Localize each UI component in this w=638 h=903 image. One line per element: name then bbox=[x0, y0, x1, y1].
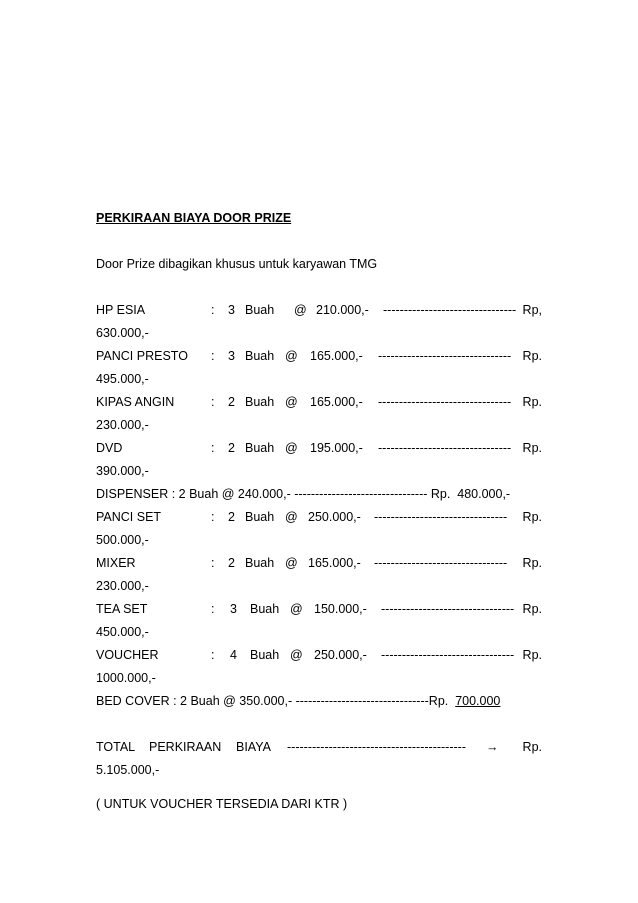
total-dash: ------------------------------------------- bbox=[287, 740, 466, 754]
item-price: 250.000,- bbox=[314, 648, 367, 662]
item-qty: 3 bbox=[230, 602, 237, 616]
item-total-panci-set: 500.000,- bbox=[96, 533, 149, 547]
item-row-kipas-angin bbox=[96, 395, 542, 409]
item-row-tea-set bbox=[96, 602, 542, 616]
doc-note: ( UNTUK VOUCHER TERSEDIA DARI KTR ) bbox=[96, 797, 348, 811]
item-at: @ bbox=[290, 602, 303, 616]
item-at: @ bbox=[285, 441, 298, 455]
item-unit: Buah bbox=[250, 602, 280, 616]
item-at: @ bbox=[294, 303, 307, 317]
item-currency: Rp. bbox=[522, 510, 542, 524]
doc-intro: Door Prize dibagikan khusus untuk karyawan TMG bbox=[96, 257, 378, 271]
item-total-mixer: 230.000,- bbox=[96, 579, 149, 593]
item-qty: 2 bbox=[228, 441, 235, 455]
item-line-dispenser: DISPENSER : 2 Buah @ 240.000,- -------------------------------- Rp. 480.000,- bbox=[96, 487, 511, 501]
item-colon: : bbox=[211, 510, 215, 524]
item-colon: : bbox=[211, 441, 215, 455]
item-name: MIXER bbox=[96, 556, 136, 570]
item-at: @ bbox=[285, 556, 298, 570]
total-arrow-icon: → bbox=[486, 740, 499, 754]
bed-cover-text: BED COVER : 2 Buah @ 350.000,- --------------------------------Rp. bbox=[96, 694, 456, 708]
item-unit: Buah bbox=[245, 395, 275, 409]
item-unit: Buah bbox=[245, 441, 275, 455]
item-unit: Buah bbox=[245, 510, 275, 524]
doc-title: PERKIRAAN BIAYA DOOR PRIZE bbox=[96, 211, 292, 225]
item-unit: Buah bbox=[250, 648, 280, 662]
item-dash: -------------------------------- bbox=[378, 349, 512, 363]
item-qty: 2 bbox=[228, 510, 235, 524]
item-line-bed-cover bbox=[96, 694, 500, 708]
item-dash: -------------------------------- bbox=[378, 395, 512, 409]
item-qty: 2 bbox=[228, 556, 235, 570]
item-currency: Rp, bbox=[522, 303, 542, 317]
item-qty: 2 bbox=[228, 395, 235, 409]
item-row-panci-set bbox=[96, 510, 542, 524]
item-total-hp-esia: 630.000,- bbox=[96, 326, 149, 340]
item-name: PANCI SET bbox=[96, 510, 162, 524]
item-name: KIPAS ANGIN bbox=[96, 395, 175, 409]
item-colon: : bbox=[211, 556, 215, 570]
item-price: 165.000,- bbox=[310, 395, 363, 409]
item-row-mixer bbox=[96, 556, 542, 570]
item-dash: -------------------------------- bbox=[374, 510, 508, 524]
item-total-tea-set: 450.000,- bbox=[96, 625, 149, 639]
item-dash: -------------------------------- bbox=[381, 648, 515, 662]
item-at: @ bbox=[285, 349, 298, 363]
total-label-2: PERKIRAAN bbox=[149, 740, 222, 754]
item-dash: -------------------------------- bbox=[374, 556, 508, 570]
total-currency: Rp. bbox=[522, 740, 542, 754]
item-total-kipas-angin: 230.000,- bbox=[96, 418, 149, 432]
item-at: @ bbox=[285, 510, 298, 524]
item-colon: : bbox=[211, 648, 215, 662]
item-dash: -------------------------------- bbox=[378, 441, 512, 455]
item-unit: Buah bbox=[245, 556, 275, 570]
item-price: 165.000,- bbox=[310, 349, 363, 363]
item-colon: : bbox=[211, 349, 215, 363]
item-currency: Rp. bbox=[522, 602, 542, 616]
item-colon: : bbox=[211, 395, 215, 409]
total-row bbox=[96, 740, 542, 754]
item-colon: : bbox=[211, 602, 215, 616]
item-row-hp-esia bbox=[96, 303, 542, 317]
item-qty: 3 bbox=[228, 303, 235, 317]
item-unit: Buah bbox=[245, 303, 275, 317]
item-name: HP ESIA bbox=[96, 303, 146, 317]
item-price: 165.000,- bbox=[308, 556, 361, 570]
bed-cover-total: 700.000 bbox=[455, 694, 501, 708]
item-total-voucher: 1000.000,- bbox=[96, 671, 156, 685]
item-row-dvd bbox=[96, 441, 542, 455]
total-label-1: TOTAL bbox=[96, 740, 136, 754]
item-unit: Buah bbox=[245, 349, 275, 363]
item-currency: Rp. bbox=[522, 395, 542, 409]
item-dash: -------------------------------- bbox=[383, 303, 517, 317]
item-at: @ bbox=[285, 395, 298, 409]
item-total-dvd: 390.000,- bbox=[96, 464, 149, 478]
item-price: 150.000,- bbox=[314, 602, 367, 616]
item-total-panci-presto: 495.000,- bbox=[96, 372, 149, 386]
item-colon: : bbox=[211, 303, 215, 317]
item-price: 195.000,- bbox=[310, 441, 363, 455]
item-currency: Rp. bbox=[522, 441, 542, 455]
item-name: DVD bbox=[96, 441, 123, 455]
item-currency: Rp. bbox=[522, 349, 542, 363]
item-row-panci-presto bbox=[96, 349, 542, 363]
total-label-3: BIAYA bbox=[236, 740, 271, 754]
item-currency: Rp. bbox=[522, 648, 542, 662]
item-qty: 4 bbox=[230, 648, 237, 662]
item-at: @ bbox=[290, 648, 303, 662]
item-dash: -------------------------------- bbox=[381, 602, 515, 616]
item-price: 210.000,- bbox=[316, 303, 369, 317]
item-name: TEA SET bbox=[96, 602, 148, 616]
item-qty: 3 bbox=[228, 349, 235, 363]
total-value: 5.105.000,- bbox=[96, 763, 160, 777]
item-price: 250.000,- bbox=[308, 510, 361, 524]
item-name: VOUCHER bbox=[96, 648, 159, 662]
item-row-voucher bbox=[96, 648, 542, 662]
item-name: PANCI PRESTO bbox=[96, 349, 188, 363]
item-currency: Rp. bbox=[522, 556, 542, 570]
